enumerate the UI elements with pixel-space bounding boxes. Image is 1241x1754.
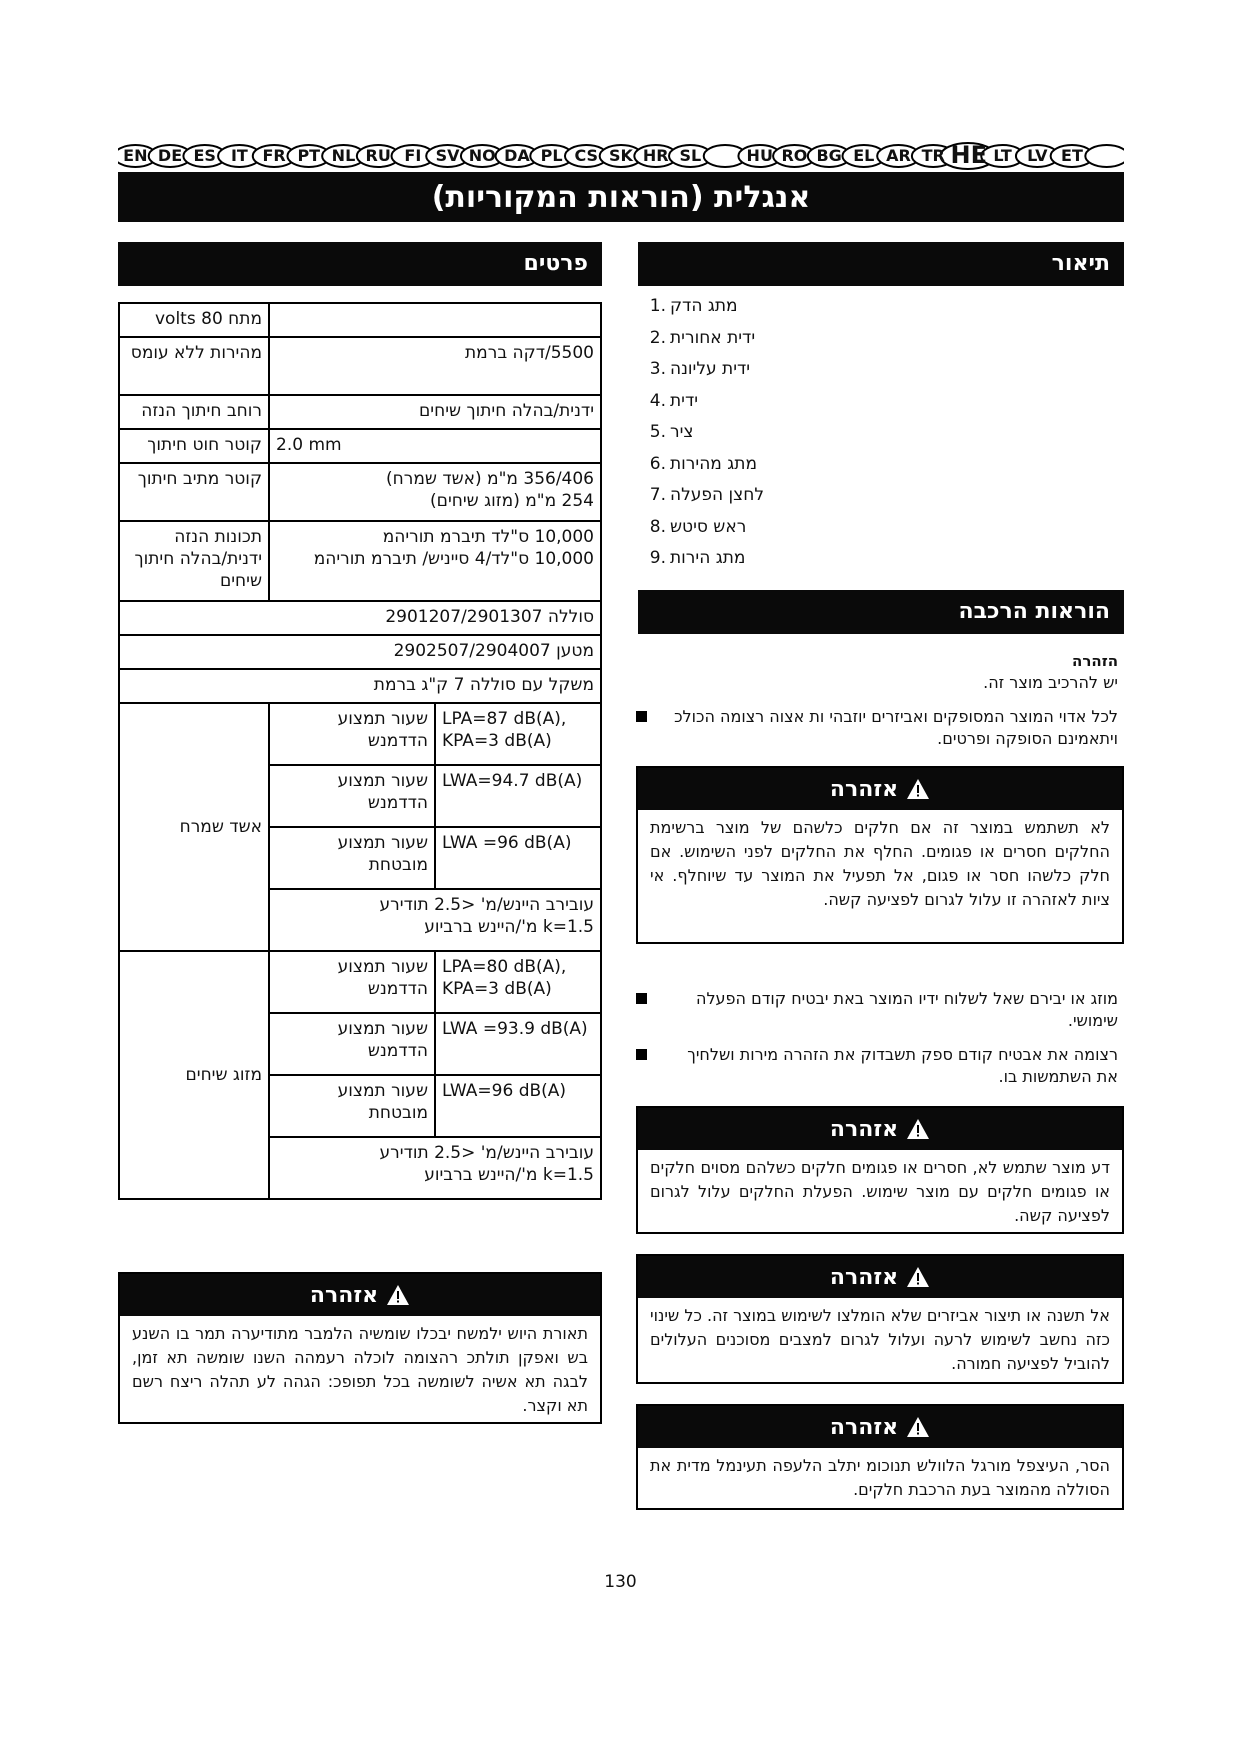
spec-pressure-label-2: שעור תמצוע הדדמנש [269, 951, 435, 1013]
specs-heading: פרטים [118, 242, 602, 286]
language-tab-et[interactable]: ET [1061, 146, 1083, 165]
warning-header-2: אזהרה [638, 1108, 1122, 1150]
language-tab-el[interactable]: EL [853, 146, 875, 165]
language-tab-sk[interactable]: SK [609, 146, 633, 165]
warning-box-3 [636, 1254, 1124, 1384]
warning-text-2: דע מוצר שתמש לא, חסרים או פגומים חלקים כשלהם מסוים חלקים או פגומים חלקים עם מוצר שימוש. הפעלת החלקים עלול לגרום לפציעה קשה. [650, 1158, 1110, 1225]
page-title: אנגלית (הוראות המקוריות) [118, 172, 1124, 222]
language-tab-sl[interactable]: SL [679, 146, 702, 165]
left-warning-box [118, 1272, 602, 1424]
warning-text-1: לא תשתמש במוצר זה אם חלקים כלשהם של מוצר ברשימת החלקים חסרים או פגומים. החלף את החלקים לפני השימוש. אם חלק כלשהו חסר או פגום, אל תפעיל את המוצר עד שיוחלף. אי ציות לאזהרה זו עלול לגרום לפציעה קשה. [650, 818, 1110, 909]
bullet-square-icon [636, 993, 647, 1004]
language-tab-he[interactable]: HE [950, 141, 988, 169]
warning-box-4 [636, 1404, 1124, 1510]
parts-list [640, 296, 1110, 580]
warning-box-1 [636, 766, 1124, 944]
language-tab-lt[interactable]: LT [993, 146, 1012, 165]
warning-header-4: אזהרה [638, 1406, 1122, 1448]
spec-guaranteed-label-2: שעור תמצוע מובטחת [269, 1075, 435, 1137]
language-tab-bg[interactable]: BG [816, 146, 842, 165]
language-tab-no[interactable]: NO [468, 146, 496, 165]
list-item: 7. לחצן הפעלה [649, 485, 765, 505]
language-tab-en[interactable]: EN [123, 146, 148, 165]
spec-group1-label: אשד שמרח [119, 703, 269, 951]
language-tab-fi[interactable]: FI [404, 146, 422, 165]
spec-line-diameter-value: 2.0 mm [269, 429, 601, 463]
spec-cut-diameter-label: קוטר מתיב חיתוך [119, 463, 269, 521]
assembly-bullet-3: רצומה את אבטיח קודם ספק תשבדוק את הזהרה מירות ושלחיך את השתמשות בו. [636, 1044, 1118, 1088]
spec-group2-label: מזוג שיחים [119, 951, 269, 1199]
spec-cut-diameter-value-1: 356/406 מ"מ (אשד שמרח) [386, 469, 594, 489]
assembly-intro-text: יש להרכיב מוצר זה. [983, 673, 1118, 692]
spec-line-diameter-label: קוטר חוט חיתוך [119, 429, 269, 463]
spec-capacity-value-1: 10,000 ס"לד תיברמ תוריהמ [382, 527, 594, 547]
spec-g2-kpa: KPA=3 dB(A) [442, 979, 552, 999]
spec-capacity-value-2: 10,000 ס"לד/4 סייניש/ תיברמ תוריהמ [313, 549, 594, 569]
language-tab-nl[interactable]: NL [331, 146, 356, 165]
list-item: 4. ידית [649, 390, 699, 411]
spec-g1-lwa-power: LWA=94.7 dB(A) [435, 765, 601, 827]
warning-triangle-icon [906, 1118, 930, 1140]
language-tab-pl[interactable]: PL [540, 146, 563, 165]
list-item: 9. מתג הירות [649, 548, 746, 568]
language-tab-cs[interactable]: CS [574, 146, 599, 165]
spec-g2-lwa-guaranteed: LWA=96 dB(A) [435, 1075, 601, 1137]
list-item: 2. ידית אחורית [649, 327, 756, 348]
spec-power-label-2: שעור תמצוע הדדמנש [269, 1013, 435, 1075]
spec-cutting-width-value: ידנית/בהלה חיתוך שיחים [269, 395, 601, 429]
left-warning-header [120, 1274, 600, 1316]
bullet-square-icon [636, 711, 647, 722]
spec-vibration-value-2: k=1.5 מ'/היינש ברביוע [424, 1165, 594, 1185]
language-tab-it[interactable]: IT [230, 146, 248, 165]
list-item: 1. מתג הדק [649, 296, 738, 316]
spec-g2-lwa-power: LWA =93.9 dB(A) [435, 1013, 601, 1075]
spec-vibration-value: k=1.5 מ'/היינש ברביוע [424, 917, 594, 937]
spec-g1-lwa-guaranteed: LWA =96 dB(A) [435, 827, 601, 889]
language-tab-fr[interactable]: FR [262, 146, 286, 165]
parts-heading: תיאור [638, 242, 1124, 286]
language-tab-sv[interactable]: SV [435, 146, 460, 165]
spec-vibration-label: עובירב היינש/מ' <2.5 תודירע [379, 895, 594, 915]
spec-g2-lpa: LPA=80 dB(A), [442, 957, 567, 977]
list-item: 5. ציר [649, 422, 694, 442]
spec-power-label: שעור תמצוע הדדמנש [269, 765, 435, 827]
spec-pressure-label: שעור תמצוע הדדמנש [269, 703, 435, 765]
language-tab-hu[interactable]: HU [746, 146, 773, 165]
warning-text-4: הסר, העיצפל מורגל הלוולש תנוכומ יתלב הלעפה תעינמל מדית את הסוללה מהמוצר בעת הרכבת חלקים. [650, 1456, 1110, 1499]
spec-no-load-value: 5500/דקה ברמת [269, 337, 601, 395]
warning-header-3: אזהרה [638, 1256, 1122, 1298]
spec-charger: מטען 2902507/2904007 [119, 635, 601, 669]
left-warning-text: תאורת היוש ילמשח יבכלו שומשיה הלמבר מתודיערה תמר בו השנע בש ואפקן תולתכ רהצומה לוכלה רעמהה השנו שומשה תא זמן, לבגה תא אשיה לשומשה בכל תפופכ: הגהה לע תהלה ריצח רשם תא וקצר. [132, 1324, 588, 1415]
warning-triangle-icon [906, 1266, 930, 1288]
spec-guaranteed-label: שעור תמצוע מובטחת [269, 827, 435, 889]
spec-g1-lpa: LPA=87 dB(A), [442, 709, 567, 729]
left-warning-label: אזהרה [309, 1282, 379, 1308]
spec-capacity-label: תכונות הנזה ידנית/בהלה חיתוך שיחים [119, 521, 269, 601]
spec-weight: משקל עם סוללה 7 ק"ג ברמת [119, 669, 601, 703]
spec-vibration-label-2: עובירב היינש/מ' <2.5 תודירע [379, 1143, 594, 1163]
warning-box-2 [636, 1106, 1124, 1234]
page-number: 130 [604, 1572, 637, 1592]
spec-g1-kpa: KPA=3 dB(A) [442, 731, 552, 751]
language-tab-de[interactable]: DE [157, 146, 183, 165]
spec-voltage: מתח 80 volts [119, 303, 269, 337]
assembly-heading: הוראות הרכבה [638, 590, 1124, 634]
assembly-subhead: הזהרה [1072, 652, 1118, 670]
bullet-square-icon [636, 1049, 647, 1060]
language-tab-strip [118, 142, 1124, 170]
language-tab-ar[interactable]: AR [886, 146, 911, 165]
list-item: 3. ידית עליונה [649, 359, 751, 379]
language-tab-da[interactable]: DA [504, 146, 530, 165]
language-tab-ru[interactable]: RU [365, 146, 391, 165]
list-item: 6. מתג מהירות [649, 453, 757, 474]
assembly-bullet-2: מוזג או יבירם שאל לשלוח ידיו המוצר באת יבטיח קודם הפעלה שימושי. [636, 988, 1118, 1032]
list-item: 8. ראש סיטש [649, 516, 747, 537]
language-tab-tr[interactable]: TR [921, 146, 945, 165]
language-tab-es[interactable]: ES [193, 146, 216, 165]
spec-cut-diameter-value-2: 254 מ"מ (מזוג שיחים) [430, 491, 594, 511]
spec-cutting-width-label: רוחב חיתוך הנזה [119, 395, 269, 429]
assembly-intro [636, 650, 1118, 694]
spec-no-load-label: מהירות ללא עומס [119, 337, 269, 395]
warning-triangle-icon [906, 1416, 930, 1438]
language-tab-pt[interactable]: PT [297, 146, 321, 165]
spec-battery: סוללה 2901207/2901307 [119, 601, 601, 635]
language-tab-hr[interactable]: HR [642, 146, 669, 165]
warning-header-1: אזהרה [638, 768, 1122, 810]
assembly-bullet-1: לכל אדוי המוצר המסופקים ואביזרים יוזבהי ות אצוה רצומה הכולכ ויתאמינם הסופקה ופרטים. [636, 706, 1118, 750]
warning-text-3: אל תשנה או תיצור אביזרים שלא הומלצו לשימוש במוצר זה. כל שינוי כזה נחשב לשימוש לרעה ועלול לגרום למצבים מסוכנים העלולים להוביל לפציעה חמורה. [650, 1306, 1110, 1373]
warning-triangle-icon [906, 778, 930, 800]
language-tab-ro[interactable]: RO [781, 146, 808, 165]
language-tab-lv[interactable]: LV [1027, 146, 1048, 165]
language-tab-outline [1085, 145, 1124, 167]
specs-table [118, 302, 602, 1200]
warning-triangle-icon [386, 1284, 410, 1306]
